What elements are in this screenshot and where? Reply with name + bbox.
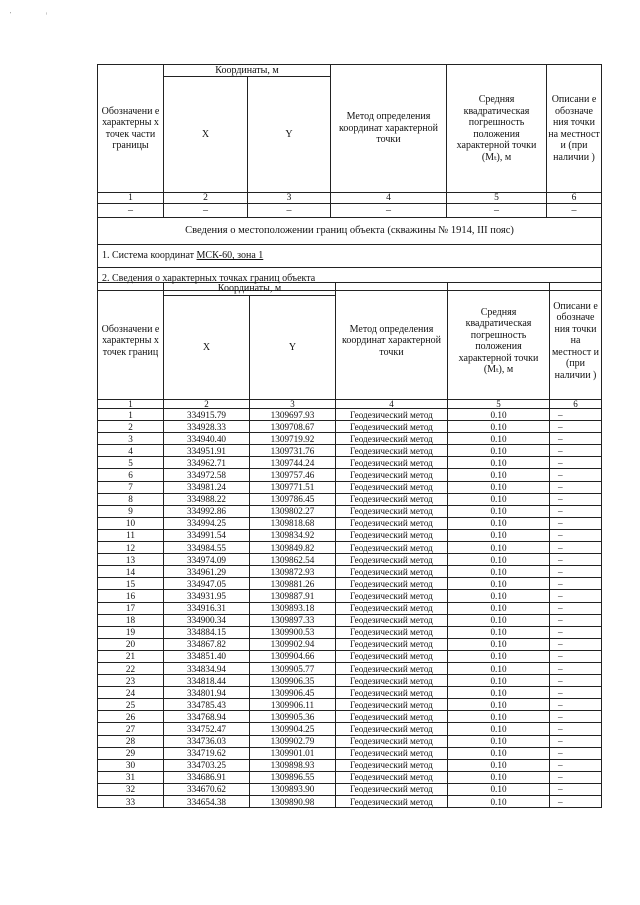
col-header-x: X [164, 77, 248, 193]
method-cell: Геодезический метод [336, 662, 448, 674]
method-cell: Геодезический метод [336, 796, 448, 808]
description-cell: – [550, 650, 602, 662]
coord-y-cell: 1309862.54 [250, 554, 336, 566]
coord-y-cell: 1309872.93 [250, 566, 336, 578]
point-number-cell: 10 [98, 517, 164, 529]
table-row [98, 529, 602, 541]
coord-y-cell: 1309898.93 [250, 759, 336, 771]
description-cell: – [550, 723, 602, 735]
col-num: 6 [550, 400, 602, 409]
table-row [98, 687, 602, 699]
point-number-cell: 16 [98, 590, 164, 602]
coord-y-cell: 1309900.53 [250, 626, 336, 638]
description-cell: – [550, 578, 602, 590]
table-row [98, 566, 602, 578]
error-cell: 0.10 [448, 566, 550, 578]
coord-y-cell: 1309881.26 [250, 578, 336, 590]
error-cell: 0.10 [448, 699, 550, 711]
col-header-error: Средняя квадратическая погрешность положения характерной точки (Mₜ), м [447, 65, 547, 193]
boundary-points-table [97, 282, 602, 808]
coord-x-cell: 334736.03 [164, 735, 250, 747]
table-row [98, 783, 602, 795]
table-row [98, 578, 602, 590]
description-cell: – [550, 493, 602, 505]
col-header-y: Y [248, 77, 331, 193]
coord-y-cell: 1309902.94 [250, 638, 336, 650]
table-row [98, 614, 602, 626]
method-cell: Геодезический метод [336, 687, 448, 699]
error-cell: 0.10 [448, 578, 550, 590]
coord-x-cell: 334984.55 [164, 542, 250, 554]
table-row [98, 771, 602, 783]
method-cell: Геодезический метод [336, 481, 448, 493]
method-cell: Геодезический метод [336, 554, 448, 566]
description-cell: – [550, 409, 602, 421]
method-cell: Геодезический метод [336, 711, 448, 723]
error-cell: 0.10 [448, 638, 550, 650]
col-header-coords: Координаты, м [164, 283, 336, 296]
table-row [98, 747, 602, 759]
table-row [98, 759, 602, 771]
col-num: 4 [336, 400, 448, 409]
error-cell: 0.10 [448, 517, 550, 529]
coord-y-cell: 1309901.01 [250, 747, 336, 759]
table-row [98, 602, 602, 614]
description-cell: – [550, 796, 602, 808]
col-header-description: Описани е обозначе ния точки на местност и (при наличии ) [547, 65, 602, 193]
method-cell: Геодезический метод [336, 783, 448, 795]
coord-y-cell: 1309887.91 [250, 590, 336, 602]
description-cell: – [550, 675, 602, 687]
point-number-cell: 11 [98, 529, 164, 541]
method-cell: Геодезический метод [336, 699, 448, 711]
coord-y-cell: 1309906.35 [250, 675, 336, 687]
col-num: 5 [447, 193, 547, 204]
coord-x-cell: 334785.43 [164, 699, 250, 711]
dash-cell: – [331, 204, 447, 218]
description-cell: – [550, 783, 602, 795]
description-cell: – [550, 421, 602, 433]
col-num: 1 [98, 193, 164, 204]
coord-x-cell: 334947.05 [164, 578, 250, 590]
description-cell: – [550, 771, 602, 783]
description-cell: – [550, 735, 602, 747]
error-cell: 0.10 [448, 783, 550, 795]
method-cell: Геодезический метод [336, 650, 448, 662]
point-number-cell: 1 [98, 409, 164, 421]
error-cell: 0.10 [448, 602, 550, 614]
scan-mark-right: ᶦ [46, 12, 47, 18]
table-row [98, 590, 602, 602]
coord-y-cell: 1309890.98 [250, 796, 336, 808]
coord-y-cell: 1309905.77 [250, 662, 336, 674]
coord-y-cell: 1309906.11 [250, 699, 336, 711]
point-number-cell: 2 [98, 421, 164, 433]
coord-x-cell: 334988.22 [164, 493, 250, 505]
table-row [98, 481, 602, 493]
error-cell: 0.10 [448, 614, 550, 626]
table-row [98, 662, 602, 674]
coord-x-cell: 334992.86 [164, 505, 250, 517]
coord-x-cell: 334916.31 [164, 602, 250, 614]
col-header-coords: Координаты, м [164, 65, 331, 77]
dash-cell: – [547, 204, 602, 218]
coord-y-cell: 1309708.67 [250, 421, 336, 433]
table-row [98, 638, 602, 650]
coord-x-cell: 334768.94 [164, 711, 250, 723]
coord-x-cell: 334818.44 [164, 675, 250, 687]
coord-x-cell: 334686.91 [164, 771, 250, 783]
method-cell: Геодезический метод [336, 505, 448, 517]
coord-x-cell: 334834.94 [164, 662, 250, 674]
method-cell: Геодезический метод [336, 566, 448, 578]
table-row [98, 421, 602, 433]
col-num: 5 [448, 400, 550, 409]
method-cell: Геодезический метод [336, 517, 448, 529]
coord-system-prefix: 1. Система координат [102, 250, 197, 262]
table-row [98, 796, 602, 808]
col-num: 1 [98, 400, 164, 409]
error-cell: 0.10 [448, 747, 550, 759]
error-cell: 0.10 [448, 529, 550, 541]
point-number-cell: 7 [98, 481, 164, 493]
error-cell: 0.10 [448, 409, 550, 421]
coord-y-cell: 1309818.68 [250, 517, 336, 529]
point-number-cell: 29 [98, 747, 164, 759]
error-cell: 0.10 [448, 711, 550, 723]
method-cell: Геодезический метод [336, 433, 448, 445]
coord-y-cell: 1309849.82 [250, 542, 336, 554]
dash-cell: – [248, 204, 331, 218]
table-row [98, 542, 602, 554]
coord-system-value: МСК-60, зона 1 [196, 250, 264, 262]
dash-cell: – [98, 204, 164, 218]
coord-x-cell: 334703.25 [164, 759, 250, 771]
method-cell: Геодезический метод [336, 771, 448, 783]
description-cell: – [550, 433, 602, 445]
error-cell: 0.10 [448, 650, 550, 662]
coord-x-cell: 334972.58 [164, 469, 250, 481]
col-header-description: Описани е обозначе ния точки на местност и (при наличии ) [550, 283, 602, 400]
coord-x-cell: 334991.54 [164, 529, 250, 541]
method-cell: Геодезический метод [336, 602, 448, 614]
dash-cell: – [164, 204, 248, 218]
coord-x-cell: 334951.91 [164, 445, 250, 457]
description-cell: – [550, 481, 602, 493]
coord-x-cell: 334962.71 [164, 457, 250, 469]
method-cell: Геодезический метод [336, 409, 448, 421]
description-cell: – [550, 602, 602, 614]
description-cell: – [550, 445, 602, 457]
description-cell: – [550, 542, 602, 554]
point-number-cell: 19 [98, 626, 164, 638]
points-body [98, 409, 602, 808]
table-row [98, 505, 602, 517]
description-cell: – [550, 566, 602, 578]
points-heading: 2. Сведения о характерных точках границ объекта [98, 268, 602, 291]
error-cell: 0.10 [448, 469, 550, 481]
section-title: Сведения о местоположении границ объекта (скважины № 1914, III пояс) [98, 218, 602, 245]
coord-y-cell: 1309893.18 [250, 602, 336, 614]
error-cell: 0.10 [448, 421, 550, 433]
description-cell: – [550, 614, 602, 626]
table-row [98, 650, 602, 662]
point-number-cell: 20 [98, 638, 164, 650]
col-header-y: Y [250, 295, 336, 400]
error-cell: 0.10 [448, 675, 550, 687]
method-cell: Геодезический метод [336, 578, 448, 590]
table-row [98, 675, 602, 687]
method-cell: Геодезический метод [336, 626, 448, 638]
coord-x-cell: 334961.29 [164, 566, 250, 578]
table-row [98, 469, 602, 481]
method-cell: Геодезический метод [336, 638, 448, 650]
col-num: 2 [164, 400, 250, 409]
coord-x-cell: 334994.25 [164, 517, 250, 529]
coord-x-cell: 334981.24 [164, 481, 250, 493]
error-cell: 0.10 [448, 433, 550, 445]
col-header-point: Обозначени е характерны х точек границ [98, 283, 164, 400]
method-cell: Геодезический метод [336, 493, 448, 505]
method-cell: Геодезический метод [336, 735, 448, 747]
point-number-cell: 26 [98, 711, 164, 723]
description-cell: – [550, 699, 602, 711]
table-row [98, 554, 602, 566]
coord-y-cell: 1309893.90 [250, 783, 336, 795]
description-cell: – [550, 662, 602, 674]
coord-x-cell: 334801.94 [164, 687, 250, 699]
col-num: 6 [547, 193, 602, 204]
coord-y-cell: 1309719.92 [250, 433, 336, 445]
point-number-cell: 3 [98, 433, 164, 445]
dash-cell: – [447, 204, 547, 218]
coord-y-cell: 1309786.45 [250, 493, 336, 505]
error-cell: 0.10 [448, 723, 550, 735]
column-number-row [98, 400, 602, 409]
description-cell: – [550, 469, 602, 481]
point-number-cell: 17 [98, 602, 164, 614]
point-number-cell: 8 [98, 493, 164, 505]
point-number-cell: 27 [98, 723, 164, 735]
method-cell: Геодезический метод [336, 421, 448, 433]
description-cell: – [550, 529, 602, 541]
point-number-cell: 9 [98, 505, 164, 517]
table-row [98, 735, 602, 747]
table-row [98, 493, 602, 505]
point-number-cell: 21 [98, 650, 164, 662]
point-number-cell: 15 [98, 578, 164, 590]
table-row [98, 457, 602, 469]
column-number-row [98, 193, 602, 204]
table-row [98, 445, 602, 457]
coord-x-cell: 334752.47 [164, 723, 250, 735]
point-number-cell: 12 [98, 542, 164, 554]
coord-y-cell: 1309905.36 [250, 711, 336, 723]
coord-x-cell: 334867.82 [164, 638, 250, 650]
method-cell: Геодезический метод [336, 747, 448, 759]
error-cell: 0.10 [448, 590, 550, 602]
error-cell: 0.10 [448, 554, 550, 566]
error-cell: 0.10 [448, 457, 550, 469]
description-cell: – [550, 457, 602, 469]
col-num: 4 [331, 193, 447, 204]
point-number-cell: 24 [98, 687, 164, 699]
coord-y-cell: 1309834.92 [250, 529, 336, 541]
coord-x-cell: 334884.15 [164, 626, 250, 638]
coord-y-cell: 1309896.55 [250, 771, 336, 783]
method-cell: Геодезический метод [336, 529, 448, 541]
col-header-x: X [164, 295, 250, 400]
coord-x-cell: 334719.62 [164, 747, 250, 759]
coord-y-cell: 1309904.66 [250, 650, 336, 662]
point-number-cell: 13 [98, 554, 164, 566]
coord-x-cell: 334851.40 [164, 650, 250, 662]
method-cell: Геодезический метод [336, 590, 448, 602]
point-number-cell: 22 [98, 662, 164, 674]
table-row [98, 723, 602, 735]
point-number-cell: 31 [98, 771, 164, 783]
error-cell: 0.10 [448, 759, 550, 771]
description-cell: – [550, 590, 602, 602]
method-cell: Геодезический метод [336, 675, 448, 687]
method-cell: Геодезический метод [336, 542, 448, 554]
top-points-table [97, 64, 602, 291]
coord-y-cell: 1309771.51 [250, 481, 336, 493]
error-cell: 0.10 [448, 626, 550, 638]
col-header-point: Обозначени е характерны х точек части границы [98, 65, 164, 193]
col-num: 3 [248, 193, 331, 204]
error-cell: 0.10 [448, 687, 550, 699]
error-cell: 0.10 [448, 771, 550, 783]
point-number-cell: 28 [98, 735, 164, 747]
method-cell: Геодезический метод [336, 614, 448, 626]
point-number-cell: 23 [98, 675, 164, 687]
description-cell: – [550, 759, 602, 771]
error-cell: 0.10 [448, 735, 550, 747]
error-cell: 0.10 [448, 481, 550, 493]
description-cell: – [550, 711, 602, 723]
scan-mark-left: ' [10, 12, 12, 18]
table-row [98, 711, 602, 723]
table-row [98, 409, 602, 421]
description-cell: – [550, 687, 602, 699]
coord-y-cell: 1309902.79 [250, 735, 336, 747]
coord-y-cell: 1309897.33 [250, 614, 336, 626]
coord-x-cell: 334654.38 [164, 796, 250, 808]
description-cell: – [550, 638, 602, 650]
coord-x-cell: 334915.79 [164, 409, 250, 421]
method-cell: Геодезический метод [336, 723, 448, 735]
error-cell: 0.10 [448, 493, 550, 505]
coord-x-cell: 334974.09 [164, 554, 250, 566]
coord-y-cell: 1309757.46 [250, 469, 336, 481]
point-number-cell: 4 [98, 445, 164, 457]
method-cell: Геодезический метод [336, 759, 448, 771]
col-header-method: Метод определения координат характерной точки [331, 65, 447, 193]
method-cell: Геодезический метод [336, 457, 448, 469]
coord-system-line [98, 245, 602, 268]
table-row [98, 699, 602, 711]
point-number-cell: 14 [98, 566, 164, 578]
coord-x-cell: 334928.33 [164, 421, 250, 433]
point-number-cell: 30 [98, 759, 164, 771]
description-cell: – [550, 626, 602, 638]
error-cell: 0.10 [448, 542, 550, 554]
point-number-cell: 6 [98, 469, 164, 481]
point-number-cell: 18 [98, 614, 164, 626]
error-cell: 0.10 [448, 796, 550, 808]
error-cell: 0.10 [448, 445, 550, 457]
col-header-method: Метод определения координат характерной точки [336, 283, 448, 400]
description-cell: – [550, 554, 602, 566]
point-number-cell: 25 [98, 699, 164, 711]
coord-y-cell: 1309697.93 [250, 409, 336, 421]
col-num: 3 [250, 400, 336, 409]
point-number-cell: 5 [98, 457, 164, 469]
point-number-cell: 33 [98, 796, 164, 808]
empty-data-row [98, 204, 602, 218]
error-cell: 0.10 [448, 505, 550, 517]
col-header-error: Средняя квадратическая погрешность положения характерной точки (Mₜ), м [448, 283, 550, 400]
method-cell: Геодезический метод [336, 469, 448, 481]
error-cell: 0.10 [448, 662, 550, 674]
coord-x-cell: 334940.40 [164, 433, 250, 445]
coord-y-cell: 1309802.27 [250, 505, 336, 517]
table-row [98, 626, 602, 638]
col-num: 2 [164, 193, 248, 204]
coord-y-cell: 1309731.76 [250, 445, 336, 457]
description-cell: – [550, 505, 602, 517]
coord-y-cell: 1309906.45 [250, 687, 336, 699]
coord-y-cell: 1309744.24 [250, 457, 336, 469]
table-row [98, 517, 602, 529]
method-cell: Геодезический метод [336, 445, 448, 457]
table-row [98, 433, 602, 445]
description-cell: – [550, 747, 602, 759]
coord-y-cell: 1309904.25 [250, 723, 336, 735]
point-number-cell: 32 [98, 783, 164, 795]
description-cell: – [550, 517, 602, 529]
coord-x-cell: 334931.95 [164, 590, 250, 602]
coord-x-cell: 334670.62 [164, 783, 250, 795]
coord-x-cell: 334900.34 [164, 614, 250, 626]
